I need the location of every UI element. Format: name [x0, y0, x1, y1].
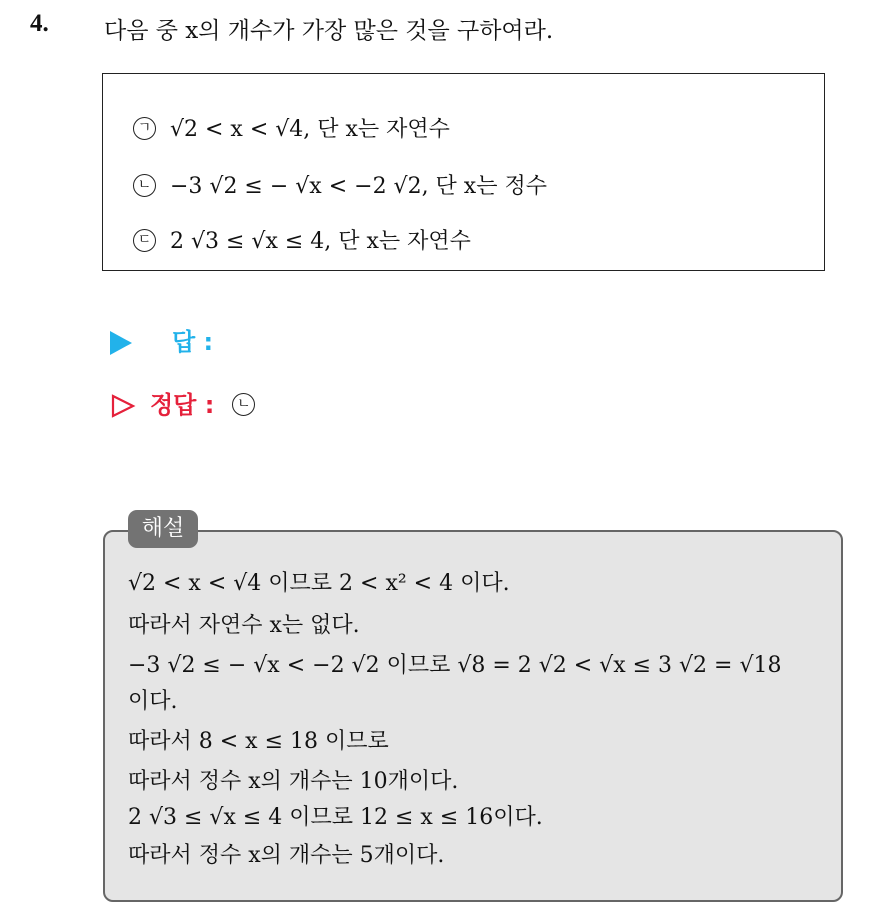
explanation-line: 따라서 정수 x의 개수는 5개이다. — [128, 843, 445, 868]
explanation-line: −3 √2 ≤ − √x < −2 √2 이므로 √8 = 2 √2 < √x ≤ 3 √2 = √18 — [128, 653, 782, 678]
option-text: −3 √2 ≤ − √x < −2 √2, 단 x는 정수 — [170, 174, 547, 199]
option-text: √2 < x < √4, 단 x는 자연수 — [170, 117, 450, 142]
question-number: 4. — [30, 10, 49, 37]
correct-answer-row — [110, 385, 269, 420]
explanation-line: 이다. — [128, 689, 178, 714]
question-text: 다음 중 x의 개수가 가장 많은 것을 구하여라. — [104, 18, 554, 44]
explanation-line: 따라서 8 < x ≤ 18 이므로 — [128, 729, 389, 754]
answer-row — [110, 322, 213, 357]
correct-answer-marker: ㄴ — [232, 393, 255, 416]
option-marker-icon: ㄴ — [133, 174, 156, 197]
option-marker-icon: ㄷ — [133, 229, 156, 252]
explanation-tab: 해설 — [128, 510, 198, 548]
option-1 — [133, 112, 450, 143]
answer-label: 답 : — [172, 328, 214, 356]
explanation-line: 따라서 자연수 x는 없다. — [128, 613, 360, 638]
correct-answer-label: 정답 : — [150, 391, 215, 419]
option-3 — [133, 224, 471, 255]
explanation-box — [103, 530, 843, 902]
outline-triangle-icon — [110, 393, 136, 419]
explanation-line: 2 √3 ≤ √x ≤ 4 이므로 12 ≤ x ≤ 16이다. — [128, 805, 543, 830]
explanation-line: 따라서 정수 x의 개수는 10개이다. — [128, 769, 459, 794]
play-triangle-icon — [110, 331, 132, 355]
option-2 — [133, 169, 547, 200]
explanation-line: √2 < x < √4 이므로 2 < x² < 4 이다. — [128, 571, 510, 596]
option-text: 2 √3 ≤ √x ≤ 4, 단 x는 자연수 — [170, 229, 471, 254]
options-box — [102, 73, 825, 271]
option-marker-icon: ㄱ — [133, 117, 156, 140]
